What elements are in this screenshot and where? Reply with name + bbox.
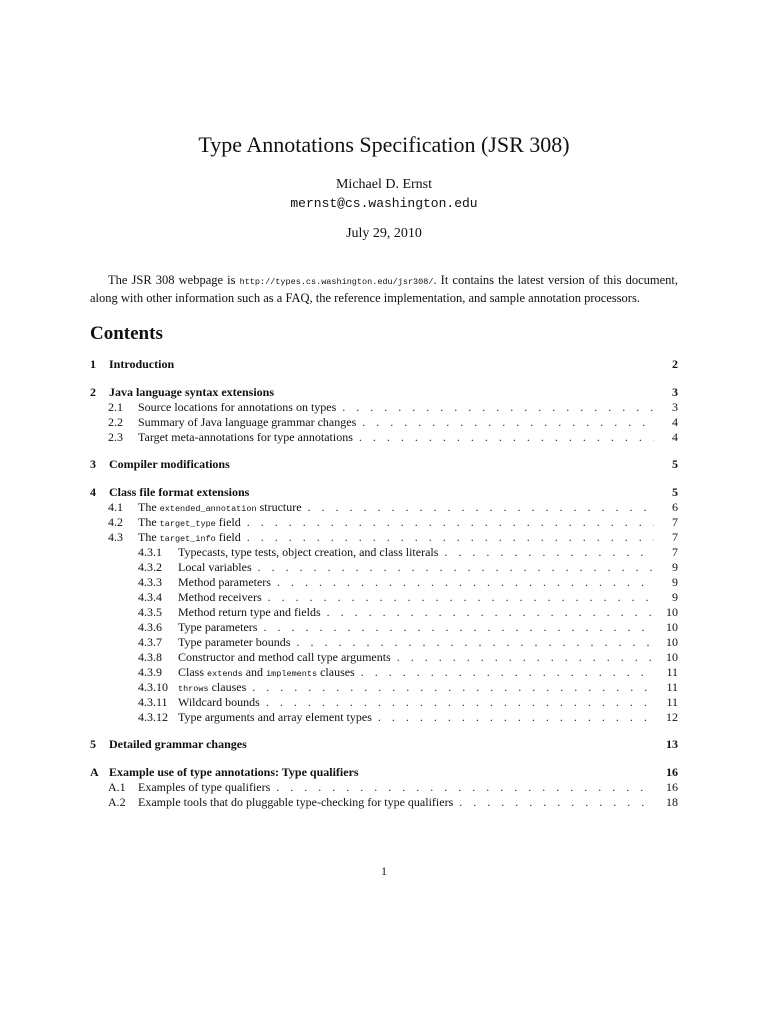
intro-text-after: . It contains the latest version of this document, along with other information such as a FAQ, the reference implementation, and sample annotation processors. (90, 273, 678, 305)
code-term: extended_annotation (159, 504, 257, 514)
toc-entry-number: 4.3.8 (138, 650, 162, 664)
toc-entry-title (178, 680, 246, 695)
toc-entry-title: Method parameters (178, 575, 271, 589)
toc-entry-title: Type arguments and array element types (178, 710, 372, 724)
toc-entry-title (138, 515, 241, 530)
toc-entry-title: Wildcard bounds (178, 695, 260, 709)
toc-entry-title: Detailed grammar changes (109, 737, 247, 751)
toc-entry-page: 7 (672, 515, 678, 529)
dot-leader (277, 575, 654, 590)
toc-entry-number: 4.3.5 (138, 605, 162, 619)
toc-entry[interactable] (90, 400, 678, 415)
toc-entry-number: 4.3.2 (138, 560, 162, 574)
toc-entry-number: 4.3.12 (138, 710, 168, 724)
contents-heading: Contents (90, 323, 163, 344)
toc-entry-page: 3 (672, 400, 678, 414)
dot-leader (359, 430, 654, 445)
toc-entry-page: 10 (666, 605, 678, 619)
dot-leader (327, 605, 654, 620)
toc-entry[interactable] (90, 560, 678, 575)
toc-entry-title: Example use of type annotations: Type qualifiers (109, 765, 359, 779)
toc-entry-number: A.2 (108, 795, 126, 809)
toc-entry[interactable] (90, 620, 678, 635)
toc-entry[interactable] (90, 665, 678, 680)
toc-entry-page: 11 (666, 680, 678, 694)
jsr308-url[interactable]: http://types.cs.washington.edu/jsr308/ (239, 277, 434, 287)
toc-entry-page: 12 (666, 710, 678, 724)
title-text: clauses (208, 680, 247, 694)
title-text: field (215, 530, 241, 544)
title-text: The (138, 515, 160, 529)
toc-entry-number: 4.3.4 (138, 590, 162, 604)
toc-entry-page: 6 (672, 500, 678, 514)
title-text: The (138, 500, 160, 514)
toc-entry-number: 4.3 (108, 530, 123, 544)
toc-entry-title (138, 530, 241, 545)
dot-leader (378, 710, 654, 725)
toc-entry[interactable] (90, 530, 678, 545)
toc-entry-title: Source locations for annotations on types (138, 400, 337, 414)
toc-entry-number: 4.3.9 (138, 665, 162, 679)
toc-entry-title (178, 665, 355, 680)
toc-entry-number: 4.3.10 (138, 680, 168, 694)
dot-leader (263, 620, 654, 635)
toc-entry[interactable] (90, 515, 678, 530)
title-text: field (215, 515, 241, 529)
toc-entry-number: 2.3 (108, 430, 123, 444)
toc-entry[interactable] (90, 635, 678, 650)
toc-entry-page: 9 (672, 575, 678, 589)
toc-entry-title: Java language syntax extensions (109, 385, 275, 399)
dot-leader (459, 795, 654, 810)
toc-entry-number: 4.3.1 (138, 545, 162, 559)
toc-entry-title: Examples of type qualifiers (138, 780, 271, 794)
code-term: throws (178, 684, 209, 694)
toc-entry-page: 16 (666, 765, 678, 779)
toc-entry-title: Local variables (178, 560, 252, 574)
toc-entry[interactable] (90, 485, 678, 500)
toc-entry[interactable] (90, 695, 678, 710)
toc-entry-page: 2 (672, 357, 678, 371)
toc-entry-title: Method return type and fields (178, 605, 321, 619)
toc-entry[interactable] (90, 780, 678, 795)
dot-leader (308, 500, 654, 515)
toc-entry[interactable] (90, 357, 678, 372)
toc-entry[interactable] (90, 605, 678, 620)
toc-entry-page: 5 (672, 457, 678, 471)
toc-entry-number: 4.1 (108, 500, 123, 514)
dot-leader (444, 545, 654, 560)
toc-entry[interactable] (90, 795, 678, 810)
paper-date: July 29, 2010 (346, 226, 422, 241)
dot-leader (258, 560, 654, 575)
dot-leader (247, 515, 654, 530)
toc-entry-page: 11 (666, 695, 678, 709)
dot-leader (276, 780, 654, 795)
toc-entry-title: Target meta-annotations for type annotations (138, 430, 353, 444)
dot-leader (397, 650, 654, 665)
toc-entry-number: 2.2 (108, 415, 123, 429)
dot-leader (296, 635, 654, 650)
toc-entry-page: 9 (672, 590, 678, 604)
paper-title: Type Annotations Specification (JSR 308) (198, 132, 570, 157)
toc-entry-title: Example tools that do pluggable type-checking for type qualifiers (138, 795, 454, 809)
dot-leader (247, 530, 654, 545)
title-text: structure (256, 500, 302, 514)
toc-entry[interactable] (90, 710, 678, 725)
toc-entry-number: 2.1 (108, 400, 123, 414)
toc-entry-page: 11 (666, 665, 678, 679)
toc-entry-title: Introduction (109, 357, 175, 371)
intro-paragraph (90, 272, 678, 306)
toc-entry-number: 4.3.6 (138, 620, 162, 634)
toc-entry-number: 4.2 (108, 515, 123, 529)
toc-entry-title: Type parameter bounds (178, 635, 291, 649)
dot-leader (268, 590, 654, 605)
toc-entry-page: 18 (666, 795, 678, 809)
toc-entry-number: 4.3.3 (138, 575, 162, 589)
code-term: target_info (159, 534, 216, 544)
title-text: Class (178, 665, 208, 679)
toc-entry[interactable] (90, 430, 678, 445)
toc-entry-page: 4 (672, 415, 678, 429)
toc-entry-number: 1 (90, 357, 96, 371)
author-name: Michael D. Ernst (335, 177, 433, 192)
toc-entry[interactable] (90, 415, 678, 430)
toc-entry-page: 3 (672, 385, 678, 399)
toc-entry-page: 10 (666, 635, 678, 649)
code-term: target_type (159, 519, 216, 529)
toc-entry-page: 10 (666, 620, 678, 634)
toc-entry[interactable] (90, 765, 678, 780)
toc-entry-page: 13 (666, 737, 678, 751)
toc-entry-page: 16 (666, 780, 678, 794)
toc-entry-title: Class file format extensions (109, 485, 250, 499)
toc-entry-title: Summary of Java language grammar changes (138, 415, 357, 429)
toc-entry-number: 3 (90, 457, 96, 471)
toc-entry[interactable] (90, 545, 678, 560)
toc-entry-number: 2 (90, 385, 96, 399)
toc-entry[interactable] (90, 575, 678, 590)
toc-entry-title: Method receivers (178, 590, 262, 604)
toc-entry-number: 4.3.11 (138, 695, 168, 709)
toc-entry[interactable] (90, 500, 678, 515)
toc-entry-title (138, 500, 302, 515)
toc-entry-page: 7 (672, 530, 678, 544)
title-text: and (242, 665, 267, 679)
code-term: implements (266, 669, 318, 679)
toc-entry-title: Constructor and method call type arguments (178, 650, 391, 664)
dot-leader (266, 695, 654, 710)
toc-entry-title: Compiler modifications (109, 457, 230, 471)
page-number: 1 (381, 864, 387, 878)
toc-entry-number: A (90, 765, 99, 779)
code-term: extends (207, 669, 243, 679)
toc-entry-page: 5 (672, 485, 678, 499)
title-text: clauses (317, 665, 355, 679)
toc-entry-page: 4 (672, 430, 678, 444)
toc-entry-page: 7 (672, 545, 678, 559)
toc-entry-page: 10 (666, 650, 678, 664)
toc-entry-title: Type parameters (178, 620, 258, 634)
dot-leader (342, 400, 654, 415)
toc-entry-number: 4.3.7 (138, 635, 162, 649)
toc-entry[interactable] (90, 457, 678, 472)
title-text: The (138, 530, 160, 544)
dot-leader (361, 665, 654, 680)
toc-entry[interactable] (90, 737, 678, 752)
toc-entry-page: 9 (672, 560, 678, 574)
dot-leader (252, 680, 654, 695)
author-email: mernst@cs.washington.edu (290, 196, 478, 211)
dot-leader (362, 415, 654, 430)
toc-entry-number: 5 (90, 737, 96, 751)
toc-entry[interactable] (90, 590, 678, 605)
toc-entry[interactable] (90, 650, 678, 665)
toc-entry[interactable] (90, 385, 678, 400)
toc-entry[interactable] (90, 680, 678, 695)
toc-entry-title: Typecasts, type tests, object creation, and class literals (178, 545, 439, 559)
toc-entry-number: 4 (90, 485, 96, 499)
intro-text-before: The JSR 308 webpage is (108, 273, 240, 287)
toc-entry-number: A.1 (108, 780, 126, 794)
